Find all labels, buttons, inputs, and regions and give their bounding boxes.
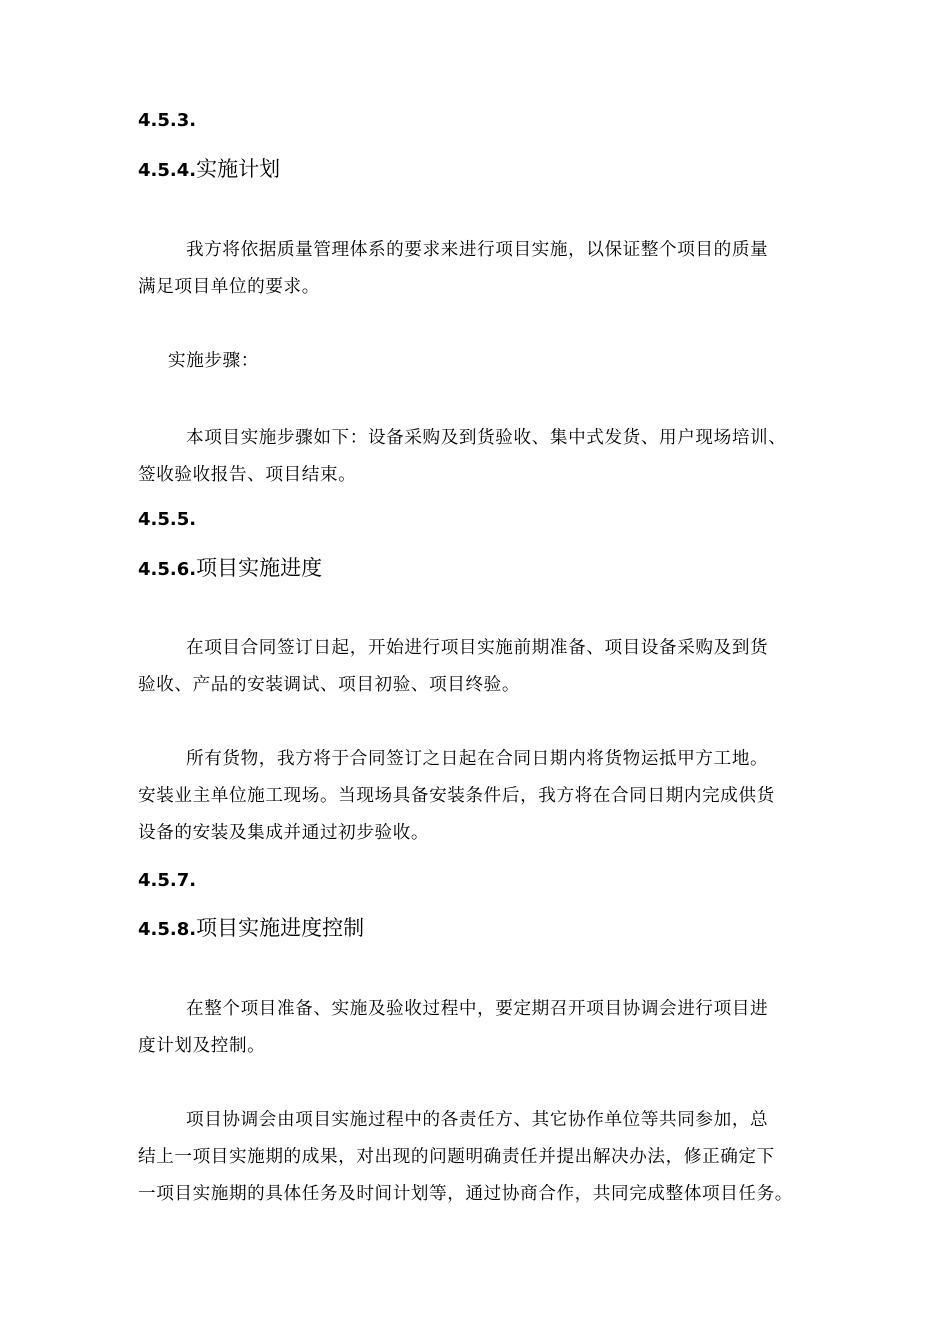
paragraph-line: 验收、产品的安装调试、项目初验、项目终验。 [138, 675, 521, 695]
paragraph-line: 满足项目单位的要求。 [138, 277, 320, 297]
heading-number: 4.5.4. [138, 160, 197, 181]
paragraph-line: 所有货物，我方将于合同签订之日起在合同日期内将货物运抵甲方工地。 [186, 749, 769, 769]
heading-4-5-3 [138, 104, 196, 136]
paragraph-delivery [138, 741, 828, 852]
paragraph-line: 我方将依据质量管理体系的要求来进行项目实施，以保证整个项目的质量 [186, 240, 769, 260]
paragraph-line: 安装业主单位施工现场。当现场具备安装条件后，我方将在合同日期内完成供货 [138, 786, 775, 806]
paragraph-line: 签收验收报告、项目结束。 [138, 465, 357, 485]
heading-text: 项目实施进度控制 [196, 916, 365, 940]
paragraph-line: 一项目实施期的具体任务及时间计划等，通过协商合作，共同完成整体项目任务。 [138, 1184, 793, 1204]
paragraph-control [138, 991, 828, 1065]
heading-4-5-7 [138, 864, 196, 896]
paragraph-coordination [138, 1102, 828, 1213]
heading-4-5-8 [138, 913, 364, 945]
paragraph-schedule [138, 630, 828, 704]
heading-text: 实施计划 [196, 157, 281, 181]
paragraph-line: 结上一项目实施期的成果，对出现的问题明确责任并提出解决办法，修正确定下 [138, 1147, 775, 1167]
paragraph-steps [138, 420, 828, 494]
paragraph-line: 在整个项目准备、实施及验收过程中，要定期召开项目协调会进行项目进 [186, 999, 769, 1019]
paragraph-line: 度计划及控制。 [138, 1036, 266, 1056]
heading-number: 4.5.8. [138, 919, 197, 940]
heading-number: 4.5.7. [138, 870, 197, 891]
heading-number: 4.5.5. [138, 509, 197, 530]
paragraph-line: 在项目合同签订日起，开始进行项目实施前期准备、项目设备采购及到货 [186, 638, 769, 658]
heading-number: 4.5.3. [138, 110, 197, 131]
paragraph-line: 实施步骤： [168, 351, 259, 371]
heading-4-5-6 [138, 553, 322, 585]
paragraph-line: 项目协调会由项目实施过程中的各责任方、其它协作单位等共同参加，总 [186, 1110, 769, 1130]
heading-number: 4.5.6. [138, 559, 197, 580]
heading-4-5-4 [138, 154, 280, 186]
heading-4-5-5 [138, 503, 196, 535]
paragraph-line: 设备的安装及集成并通过初步验收。 [138, 823, 430, 843]
paragraph-steps-label [138, 343, 828, 380]
heading-text: 项目实施进度 [196, 556, 323, 580]
paragraph-quality [138, 232, 828, 306]
paragraph-line: 本项目实施步骤如下：设备采购及到货验收、集中式发货、用户现场培训、 [186, 428, 787, 448]
